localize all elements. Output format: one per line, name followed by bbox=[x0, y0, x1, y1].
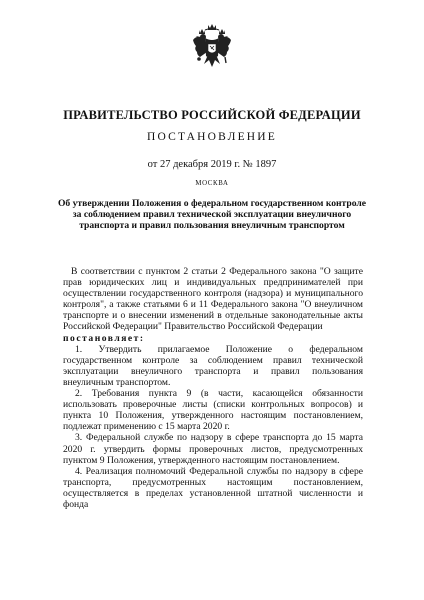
document-type: ПОСТАНОВЛЕНИЕ bbox=[146, 131, 278, 143]
city-name: МОСКВА bbox=[195, 180, 229, 187]
organization-heading: ПРАВИТЕЛЬСТВО РОССИЙСКОЙ ФЕДЕРАЦИИ bbox=[63, 108, 361, 122]
document-body bbox=[63, 266, 363, 510]
decree-item: 1. Утвердить прилагаемое Положение о федеральном государственном контроле за соблюдением правил технической эксплуатации внеуличного транспорта и правил пользования внеуличным транспортом. bbox=[63, 343, 363, 388]
coat-of-arms-icon bbox=[191, 22, 233, 70]
document-title: Об утверждении Положения о федеральном государственном контроле за соблюдением правил технической эксплуатации внеуличного транспорта и правил пользования внеуличным транспортом bbox=[57, 198, 367, 231]
decree-word: постановляет: bbox=[63, 332, 145, 344]
decree-item: 2. Требования пункта 9 (в части, касающейся обязанности использовать проверочные листы (списки контрольных вопросов) и пункта 10 Положения, утвержденного настоящим постановлением, подлежат применению с 15 марта 2020 г. bbox=[63, 388, 363, 433]
decree-item: 3. Федеральной службе по надзору в сфере транспорта до 15 марта 2020 г. утвердить формы проверочных листов, предусмотренных пунктом 9 Положения, утвержденного настоящим постановлением. bbox=[63, 432, 363, 466]
preamble-paragraph: В соответствии с пунктом 2 статьи 2 Федерального закона "О защите прав юридических лиц и индивидуальных предпринимателей при осуществлении государственного контроля (надзора) и муниципального контроля", а также статьями 6 и 11 Федерального закона "О внеуличном транспорте и о внесении изменений в отдельные законодательные акты Российской Федерации" Правительство Российской Федерации bbox=[63, 266, 363, 333]
decree-item: 4. Реализация полномочий Федеральной службы по надзору в сфере транспорта, предусмотренных настоящим постановлением, осуществляется в пределах установленной штатной численности и фонда bbox=[63, 465, 363, 510]
date-and-number: от 27 декабря 2019 г. № 1897 bbox=[147, 159, 277, 170]
